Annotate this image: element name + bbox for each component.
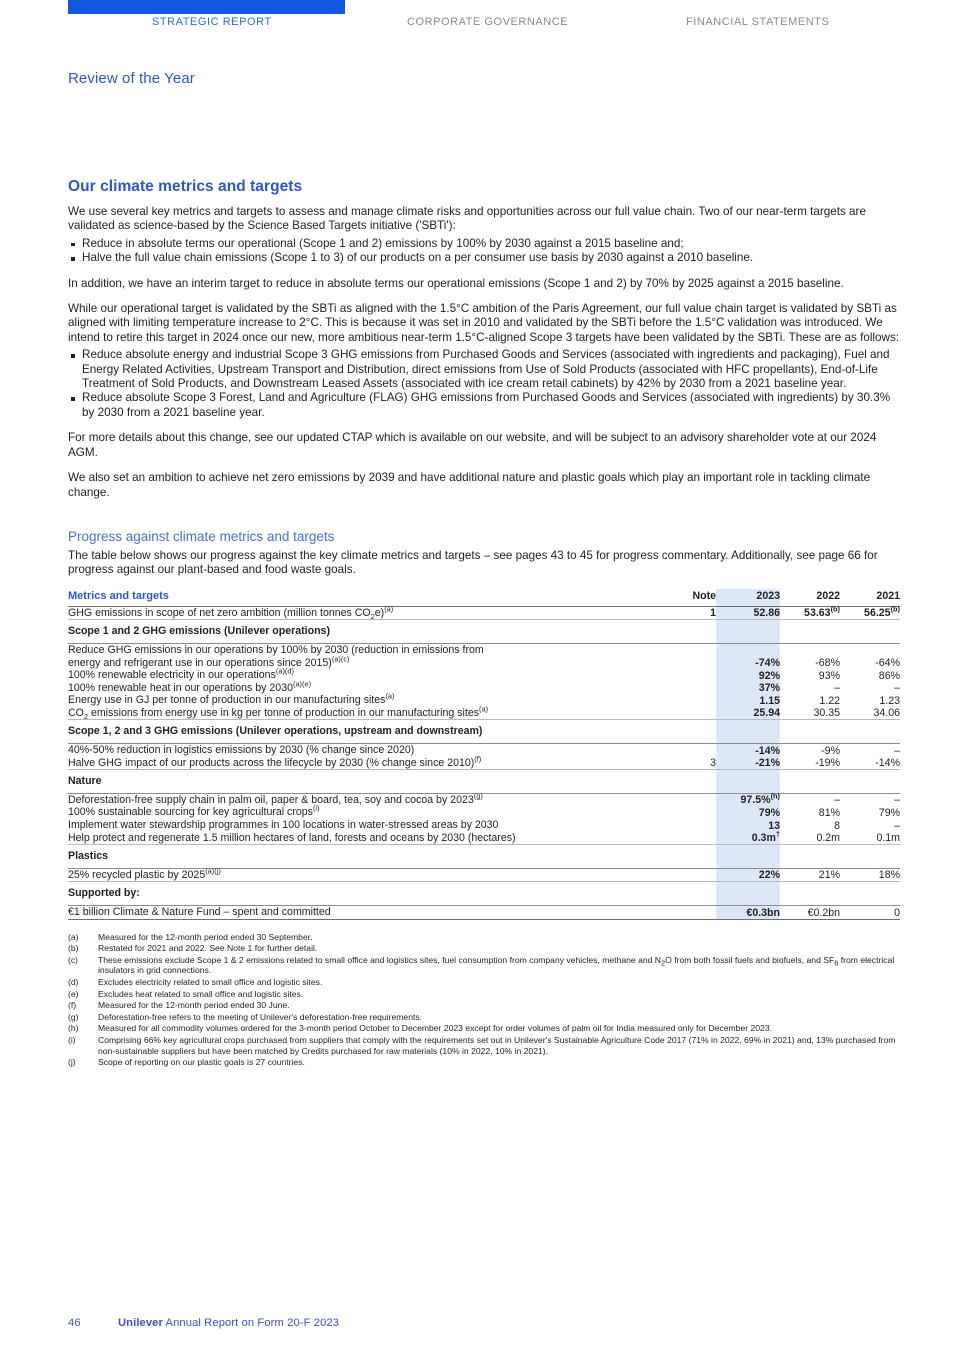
cell-value-2023: 92% [716, 669, 780, 682]
footnote-item [68, 977, 900, 988]
cell-value-2022 [780, 845, 840, 869]
nav-tab-strategic-report[interactable]: STRATEGIC REPORT [152, 16, 272, 28]
table-row [68, 757, 900, 770]
list-item: Reduce absolute energy and industrial Scope 3 GHG emissions from Purchased Goods and Services (associated with ingredients and packaging), Fuel and Energy Related Activities, Upstream Transport and Distribution, direct emissions from Use of Sold Products (associated with HFC propellants), End-of-Life Treatment of Sold Products, and Downstream Leased Assets (associated with ice cream retail cabinets) by 42% by 2030 from a 2021 baseline year. [68, 348, 900, 391]
cell-metric-label: 25% recycled plastic by $2025^{(a)(j)}$ [68, 868, 660, 882]
cell-value-2022: 1.22 [819, 694, 840, 707]
cell-metric-label: Halve GHG impact of our products across the lifecycle by 2030 (% change since 2010)$^{(f)}$ [68, 754, 482, 769]
sbti-bullet-list [68, 348, 900, 420]
table-row [68, 868, 900, 882]
cell-note [660, 707, 716, 720]
table-row-group-header [68, 620, 900, 644]
cell-value-2023: -74% [716, 643, 780, 669]
footnote-marker: (c) [68, 954, 79, 965]
cell-value-2023: 0.3m† [716, 832, 780, 845]
list-item: Halve the full value chain emissions (Scope 1 to 3) of our products on a per consumer use basis by 2030 against a 2010 baseline. [68, 251, 900, 265]
cell-value-2023 [716, 720, 780, 744]
cell-value-2022 [780, 720, 840, 744]
cell-value-2022 [780, 770, 840, 794]
footnote-item [68, 1012, 900, 1023]
cell-note [660, 643, 716, 669]
cell-value-2023: -14% [716, 744, 780, 757]
page-title: Our climate metrics and targets [68, 178, 303, 195]
footnote-item [68, 943, 900, 954]
cell-value-2022: -19% [815, 757, 840, 770]
footnote-marker: (f) [68, 1000, 77, 1011]
footnote-text: Excludes heat related to small office and logistic sites. [98, 988, 304, 999]
cell-metric-label: 40%-50% reduction in logistics emissions by 2030 (% change since 2020) [68, 744, 660, 757]
cell-value-2022: – [834, 682, 840, 695]
interim-target-paragraph: In addition, we have an interim target to reduce in absolute terms our operational emissions (Scope 1 and 2) by 70% by 2025 against a 2015 baseline. [68, 276, 844, 290]
cell-metric-label: Supported by: [68, 882, 660, 906]
cell-value-2023: -21% [716, 757, 780, 770]
table-row [68, 832, 900, 845]
cell-value-2022: 21% [780, 868, 840, 882]
cell-value-2022: 81% [818, 807, 840, 820]
table-row-group-header [68, 845, 900, 869]
cell-value-2021: – [894, 682, 900, 695]
sbti-validation-paragraph: While our operational target is validated by the SBTi as aligned with the 1.5°C ambition of the Paris Agreement, our full value chain target is validated by SBTi as aligned with limiting temperature increase to 2°C. This is because it was set in 2010 and validated by the SBTi before the 1.5°C validation was introduced. We intend to retire this target in 2024 once our new, more ambitious near-term 1.5°C-aligned Scope 3 targets have been validated by the SBTi. These are as follows: [68, 302, 900, 344]
cell-value-2022: 0.2m [816, 832, 840, 845]
cell-metric-label: Scope 1, 2 and 3 GHG emissions (Unilever operations, upstream and downstream) [68, 720, 660, 744]
table-row [68, 707, 900, 720]
cell-value-2022: €0.2bn [780, 906, 840, 919]
footnote-item [68, 955, 900, 976]
cell-metric-label: €1 billion Climate & Nature Fund – spent and committed [68, 906, 660, 919]
brand-name: Unilever [118, 1317, 163, 1329]
cell-value-2022 [780, 882, 840, 906]
cell-note [660, 669, 716, 682]
cell-note [660, 744, 716, 757]
footnote-marker: (b) [68, 943, 79, 954]
footnote-item [68, 1023, 900, 1034]
cell-value-2023: 25.94 [716, 707, 780, 720]
cell-value-2021: – [840, 793, 900, 806]
cell-note: 3 [710, 757, 716, 770]
footnote-marker: (g) [68, 1011, 79, 1022]
footnote-marker: (i) [68, 1034, 76, 1045]
cell-note [660, 819, 716, 832]
cell-note [660, 720, 716, 744]
cell-value-2021 [840, 845, 900, 869]
ctap-paragraph: For more details about this change, see our updated CTAP which is available on our website, and will be subject to an advisory shareholder vote at our 2024 AGM. [68, 431, 877, 459]
climate-metrics-table [68, 589, 900, 919]
cell-note [660, 620, 716, 644]
cell-value-2021 [840, 882, 900, 906]
footnote-item [68, 1057, 900, 1068]
cell-value-2021: 18% [840, 868, 900, 882]
cell-value-2021: 56.25$^{(b)}$ [840, 606, 900, 620]
header-note: Note [692, 589, 716, 602]
table-row [68, 682, 900, 695]
cell-value-2023: 22% [716, 868, 780, 882]
cell-value-2021: 0 [840, 906, 900, 919]
footnote-marker: (j) [68, 1057, 76, 1068]
cell-metric-label: Energy use in GJ per tonne of production in our manufacturing sites$^{(a)}$ [68, 691, 395, 707]
page-footer [68, 1317, 339, 1329]
footnote-item [68, 1000, 900, 1011]
cell-metric-label: 100% sustainable sourcing for key agricultural crops$^{(i)}$ [68, 803, 320, 819]
cell-metric-label: Scope 1 and 2 GHG emissions (Unilever operations) [68, 620, 660, 644]
footnote-text: Measured for the 12-month period ended 30 September. [98, 931, 313, 942]
active-section-indicator [68, 0, 345, 14]
cell-value-2023 [716, 882, 780, 906]
cell-value-2023: €0.3bn [716, 906, 780, 919]
list-item: Reduce absolute Scope 3 Forest, Land and Agriculture (FLAG) GHG emissions from Purchased Goods and Services (associated with ingredients) by 30.3% by 2030 from a 2021 baseline year. [68, 391, 900, 420]
cell-value-2023: 52.86 [716, 606, 780, 620]
table-row [68, 806, 900, 819]
cell-note: 1 [660, 606, 716, 620]
cell-metric-label: 100% renewable electricity in our operations$^{(a)(d)}$ [68, 666, 294, 682]
cell-note [660, 906, 716, 919]
cell-metric-label: Reduce GHG emissions in our operations by 100% by 2030 (reduction in emissions from energy and refrigerant use in our operations since 2015)$^{(a)(c)}$ [68, 643, 660, 669]
cell-value-2021 [840, 620, 900, 644]
progress-paragraph: The table below shows our progress against the key climate metrics and targets – see pages 43 to 45 for progress commentary. Additionally, see page 66 for progress against our plant-based and food waste goals. [68, 548, 878, 577]
cell-note [660, 770, 716, 794]
table-header-row [68, 589, 900, 607]
cell-value-2022: -9% [780, 744, 840, 757]
cell-note [660, 694, 716, 707]
spacer [68, 511, 900, 529]
cell-note [660, 832, 716, 845]
intro-paragraph: We use several key metrics and targets to assess and manage climate risks and opportunities across our full value chain. Two of our near-term targets are validated as science-based by the Science Based Targets initiative ('SBTi'): [68, 205, 866, 233]
footnote-item [68, 932, 900, 943]
cell-metric-label: Plastics [68, 845, 660, 869]
footnote-marker: (e) [68, 988, 79, 999]
cell-note [660, 845, 716, 869]
cell-note [660, 682, 716, 695]
footnote-text: Deforestation-free refers to the meeting of Unilever's deforestation-free requirements. [98, 1011, 423, 1022]
cell-note [660, 882, 716, 906]
footnote-text: Comprising 66% key agricultural crops purchased from suppliers that comply with the requirements set out in Unilever's Sustainable Agriculture Code 2017 (71% in 2022, 69% in 2021) and, 13% purchased from non-sustainable suppliers but have been matched by Credits purchased for raw materials (10% in 2022, 10% in 2021). [98, 1034, 896, 1056]
cell-value-2022: 30.35 [813, 707, 840, 720]
header-year-2023: 2023 [716, 589, 780, 607]
cell-value-2023 [716, 620, 780, 644]
nav-tab-financial-statements[interactable]: FINANCIAL STATEMENTS [686, 16, 830, 28]
footnote-text: Measured for the 12-month period ended 30 June. [98, 1000, 290, 1011]
top-navigation-bar [0, 0, 968, 36]
document-title: Annual Report on Form 20-F 2023 [162, 1317, 340, 1329]
cell-value-2023: 13 [716, 819, 780, 832]
cell-metric-label: Deforestation-free supply chain in palm oil, paper & board, tea, soy and cocoa by 2023$^{(g)}$ [68, 793, 660, 806]
cell-value-2021: 1.23 [879, 694, 900, 707]
cell-value-2021: 79% [878, 807, 900, 820]
table-row [68, 669, 900, 682]
footnotes-list [68, 932, 900, 1068]
cell-value-2022: -68% [780, 643, 840, 669]
footnote-marker: (d) [68, 976, 79, 987]
footnote-marker: (h) [68, 1023, 79, 1034]
cell-value-2021: -14% [875, 757, 900, 770]
header-year-2022: 2022 [816, 589, 840, 602]
footnote-item [68, 1035, 900, 1056]
cell-metric-label: Help protect and regenerate 1.5 million hectares of land, forests and oceans by 2030 (hectares) [68, 831, 516, 844]
progress-section-title: Progress against climate metrics and targets [68, 528, 335, 544]
cell-note [660, 806, 716, 819]
main-content [68, 178, 900, 1069]
cell-value-2023 [716, 845, 780, 869]
running-header: Review of the Year [68, 70, 195, 87]
footnote-marker: (a) [68, 931, 79, 942]
cell-value-2021 [840, 720, 900, 744]
net-zero-paragraph: We also set an ambition to achieve net zero emissions by 2039 and have additional nature and plastic goals which play an important role in tackling climate change. [68, 471, 871, 499]
footnote-text: Excludes electricity related to small office and logistic sites. [98, 976, 323, 987]
cell-value-2022: 8 [834, 819, 840, 832]
cell-value-2021: – [894, 819, 900, 832]
header-metrics-and-targets: Metrics and targets [68, 589, 169, 602]
table-bottom-rule [68, 919, 900, 920]
footnote-text: Restated for 2021 and 2022. See Note 1 for further detail. [98, 943, 318, 954]
cell-metric-label: $CO_2$ emissions from energy use in kg per tonne of production in our manufacturing sites$^{(a)}$ [68, 704, 489, 721]
table-row [68, 643, 900, 669]
cell-value-2022: 93% [818, 669, 840, 682]
cell-value-2021: 0.1m [876, 832, 900, 845]
page-number: 46 [68, 1317, 81, 1329]
cell-value-2023 [716, 770, 780, 794]
cell-value-2022: 53.63$^{(b)}$ [780, 606, 840, 620]
cell-value-2023: 1.15 [716, 694, 780, 707]
cell-value-2022: – [780, 793, 840, 806]
cell-metric-label: Implement water stewardship programmes in 100 locations in water-stressed areas by 2030 [68, 819, 499, 832]
cell-metric-label: 100% renewable heat in our operations by $2030^{(a)(e)}$ [68, 679, 312, 694]
table-row [68, 793, 900, 806]
cell-value-2023: 37% [716, 682, 780, 695]
table-row-group-header [68, 882, 900, 906]
table-row-total [68, 606, 900, 620]
cell-note [660, 868, 716, 882]
cell-metric-label: Nature [68, 770, 660, 794]
cell-value-2021: 34.06 [873, 707, 900, 720]
cell-value-2021 [840, 770, 900, 794]
table-row [68, 744, 900, 757]
cell-value-2021: 86% [878, 669, 900, 682]
cell-value-2023: 97.5%$^{(h)}$ [716, 793, 780, 806]
cell-metric-label: GHG emissions in scope of net zero ambition (million tonnes $CO_2e)^{(a)}$ [68, 606, 660, 620]
footnote-text: Measured for all commodity volumes ordered for the 3-month period October to December 2023 except for order volumes of palm oil for India measured only for December 2023. [98, 1023, 772, 1034]
table-row-group-header [68, 720, 900, 744]
cell-value-2023: 79% [716, 806, 780, 819]
cell-note [660, 793, 716, 806]
cell-value-2021: -64% [840, 643, 900, 669]
list-item: Reduce in absolute terms our operational (Scope 1 and 2) emissions by 100% by 2030 against a 2015 baseline and; [68, 237, 900, 251]
header-year-2021: 2021 [876, 589, 900, 602]
footnote-item [68, 989, 900, 1000]
table-row [68, 906, 900, 919]
intro-bullet-list [68, 237, 900, 266]
footnote-text: Scope of reporting on our plastic goals is 27 countries. [98, 1057, 305, 1068]
table-row-group-header [68, 770, 900, 794]
footnote-text: These emissions exclude Scope 1 & 2 emissions related to small office and logistics sites, fuel consumption from company vehicles, methane and $N_2O$ from both fossil fuels and biofuels, and $SF_6$ from electrical insulators in grid connections. [98, 954, 895, 976]
cell-value-2022 [780, 620, 840, 644]
cell-value-2021: – [840, 744, 900, 757]
nav-tab-corporate-governance[interactable]: CORPORATE GOVERNANCE [407, 16, 569, 28]
